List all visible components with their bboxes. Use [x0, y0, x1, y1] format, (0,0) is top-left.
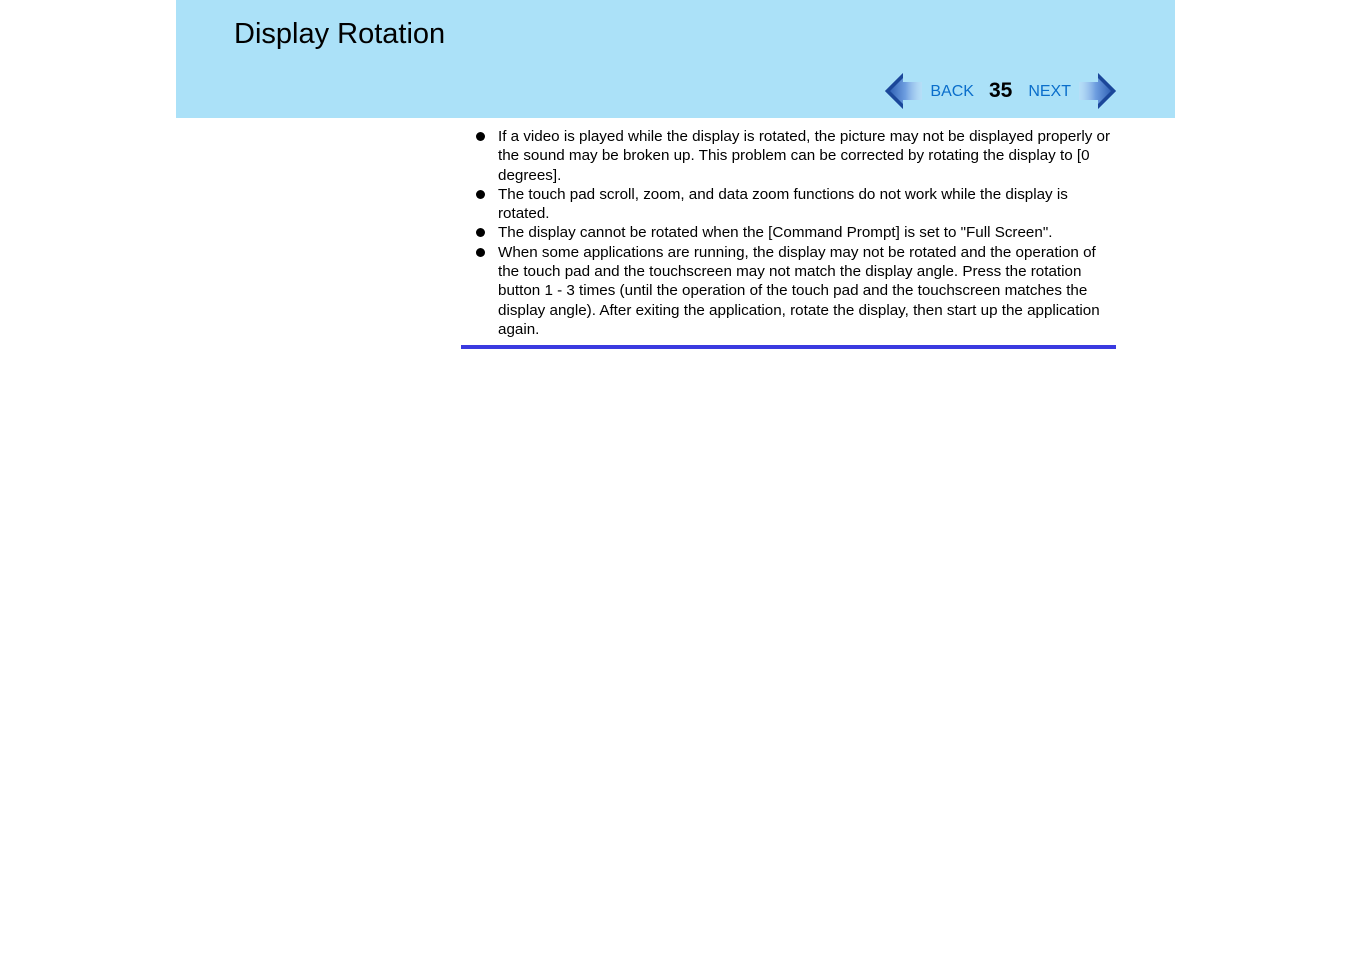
- arrow-right-icon[interactable]: [1079, 72, 1117, 110]
- note-text: If a video is played while the display is rotated, the picture may not be displayed properly or the sound may be broken up. This problem can be corrected by rotating the display to [0 degrees].: [498, 128, 1111, 184]
- list-item: [472, 223, 1112, 242]
- page-navigation: [884, 72, 1117, 110]
- next-link[interactable]: NEXT: [1028, 83, 1071, 100]
- notes-list: [472, 127, 1112, 339]
- section-divider: [461, 345, 1116, 349]
- header-banner: [176, 0, 1175, 118]
- list-item: [472, 185, 1112, 224]
- arrow-left-icon[interactable]: [884, 72, 922, 110]
- page-title: Display Rotation: [234, 18, 446, 50]
- list-item: [472, 127, 1112, 185]
- note-text: When some applications are running, the display may not be rotated and the operation of the touch pad and the touchscreen may not match the display angle. Press the rotation button 1 - 3 times (until the operation of the touch pad and the touchscreen matches the display angle). After exiting the application, rotate the display, then start up the application again.: [498, 243, 1100, 338]
- note-text: The display cannot be rotated when the [Command Prompt] is set to "Full Screen".: [498, 224, 1053, 242]
- bullet-icon: [476, 190, 485, 199]
- list-item: [472, 243, 1112, 339]
- notes-section: [472, 127, 1112, 339]
- bullet-icon: [476, 248, 485, 257]
- note-text: The touch pad scroll, zoom, and data zoom functions do not work while the display is rotated.: [498, 185, 1068, 223]
- bullet-icon: [476, 132, 485, 141]
- bullet-icon: [476, 228, 485, 237]
- page-number: 35: [988, 79, 1013, 102]
- back-link[interactable]: BACK: [930, 83, 974, 100]
